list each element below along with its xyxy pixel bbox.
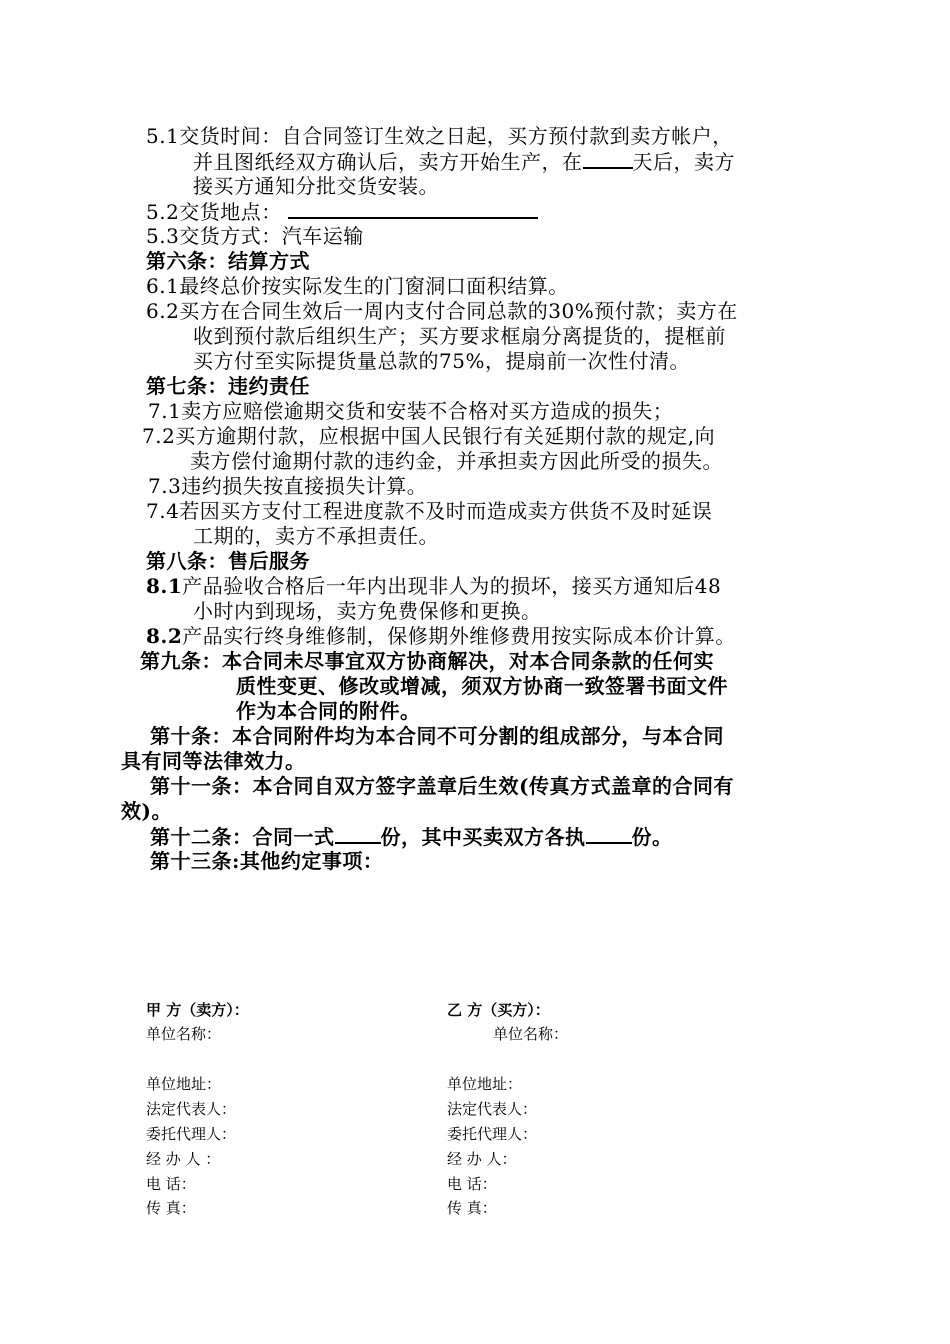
heading-article-7: 第七条：违约责任	[146, 374, 310, 398]
party-b-unit-name: 单位名称：	[493, 1025, 569, 1043]
party-a-unit-name: 单位名称：	[146, 1025, 222, 1043]
party-a-title: 甲 方（卖方）：	[146, 1001, 249, 1019]
article-9-line1: 第九条：本合同未尽事宜双方协商解决，对本合同条款的任何实	[140, 649, 714, 673]
clause-8-2-number: 8.2	[146, 624, 183, 648]
clause-5-1-text-b: 天后，卖方	[632, 150, 735, 174]
clause-6-1: 6.1最终总价按实际发生的门窗洞口面积结算。	[146, 274, 569, 298]
party-a-phone: 电 话：	[146, 1175, 196, 1193]
party-b-title: 乙 方（买方）：	[447, 1001, 550, 1019]
party-a-legal-rep: 法定代表人：	[146, 1100, 237, 1118]
article-11-line2: 效)。	[121, 799, 172, 823]
copies-total-blank	[335, 824, 381, 844]
party-a-handler: 经 办 人 ：	[146, 1150, 221, 1168]
clause-7-4-line1: 7.4若因买方支付工程进度款不及时而造成卖方供货不及时延误	[146, 499, 713, 523]
party-b-handler: 经 办 人：	[447, 1150, 517, 1168]
party-a-fax: 传 真：	[146, 1199, 196, 1217]
clause-5-1-line2	[193, 149, 735, 175]
clause-8-2-text: 产品实行终身维修制，保修期外维修费用按实际成本价计算。	[182, 624, 736, 648]
article-9-line2: 质性变更、修改或增减，须双方协商一致签署书面文件	[236, 674, 728, 698]
copies-each-blank	[586, 824, 632, 844]
delivery-place-blank	[288, 199, 538, 219]
clause-5-2	[146, 199, 538, 225]
article-12-text-a: 第十二条：合同一式	[150, 825, 335, 849]
clause-7-2-line2: 卖方偿付逾期付款的违约金，并承担卖方因此所受的损失。	[190, 449, 723, 473]
party-b-agent: 委托代理人：	[447, 1125, 538, 1143]
clause-6-2-line3: 买方付至实际提货量总款的75%，提扇前一次性付清。	[193, 349, 690, 373]
article-11-line1: 第十一条：本合同自双方签字盖章后生效(传真方式盖章的合同有	[150, 774, 734, 798]
clause-6-2-line2: 收到预付款后组织生产；买方要求框扇分离提货的，提框前	[193, 324, 726, 348]
party-b-legal-rep: 法定代表人：	[447, 1100, 538, 1118]
clause-5-1-line3: 接买方通知分批交货安装。	[193, 174, 439, 198]
clause-7-4-line2: 工期的，卖方不承担责任。	[193, 524, 439, 548]
clause-7-3: 7.3违约损失按直接损失计算。	[148, 474, 428, 498]
clause-8-1-text: 产品验收合格后一年内出现非人为的损坏，接买方通知后48	[182, 574, 722, 598]
article-12-text-c: 份。	[631, 825, 673, 849]
clause-7-1: 7.1卖方应赔偿逾期交货和安装不合格对买方造成的损失；	[148, 399, 674, 423]
days-blank	[583, 149, 633, 169]
clause-8-1-line2: 小时内到现场，卖方免费保修和更换。	[193, 599, 542, 623]
heading-article-8: 第八条：售后服务	[146, 549, 310, 573]
party-b-fax: 传 真：	[447, 1199, 497, 1217]
clause-8-1-number: 8.1	[146, 574, 183, 598]
clause-5-1-line1: 5.1交货时间：自合同签订生效之日起，买方预付款到卖方帐户，	[146, 124, 733, 148]
clause-5-2-label: 5.2交货地点：	[146, 200, 282, 224]
clause-8-2	[146, 624, 736, 649]
article-10-line2: 具有同等法律效力。	[121, 749, 306, 773]
clause-5-1-text-a: 并且图纸经双方确认后，卖方开始生产，在	[193, 150, 583, 174]
article-9-line3: 作为本合同的附件。	[236, 699, 421, 723]
article-12	[150, 824, 673, 850]
article-13: 第十三条:其他约定事项：	[150, 849, 384, 873]
party-a-unit-address: 单位地址：	[146, 1075, 222, 1093]
heading-article-6: 第六条：结算方式	[146, 249, 310, 273]
clause-7-2-line1: 7.2买方逾期付款，应根据中国人民银行有关延期付款的规定,向	[142, 424, 716, 448]
article-10-line1: 第十条：本合同附件均为本合同不可分割的组成部分，与本合同	[150, 724, 724, 748]
clause-6-2-line1: 6.2买方在合同生效后一周内支付合同总款的30%预付款；卖方在	[146, 299, 738, 323]
article-12-text-b: 份，其中买卖双方各执	[380, 825, 586, 849]
clause-8-1-line1	[146, 574, 721, 599]
party-a-agent: 委托代理人：	[146, 1125, 237, 1143]
party-b-unit-address: 单位地址：	[447, 1075, 523, 1093]
party-b-phone: 电 话：	[447, 1175, 497, 1193]
clause-5-3: 5.3交货方式：汽车运输	[146, 224, 364, 248]
